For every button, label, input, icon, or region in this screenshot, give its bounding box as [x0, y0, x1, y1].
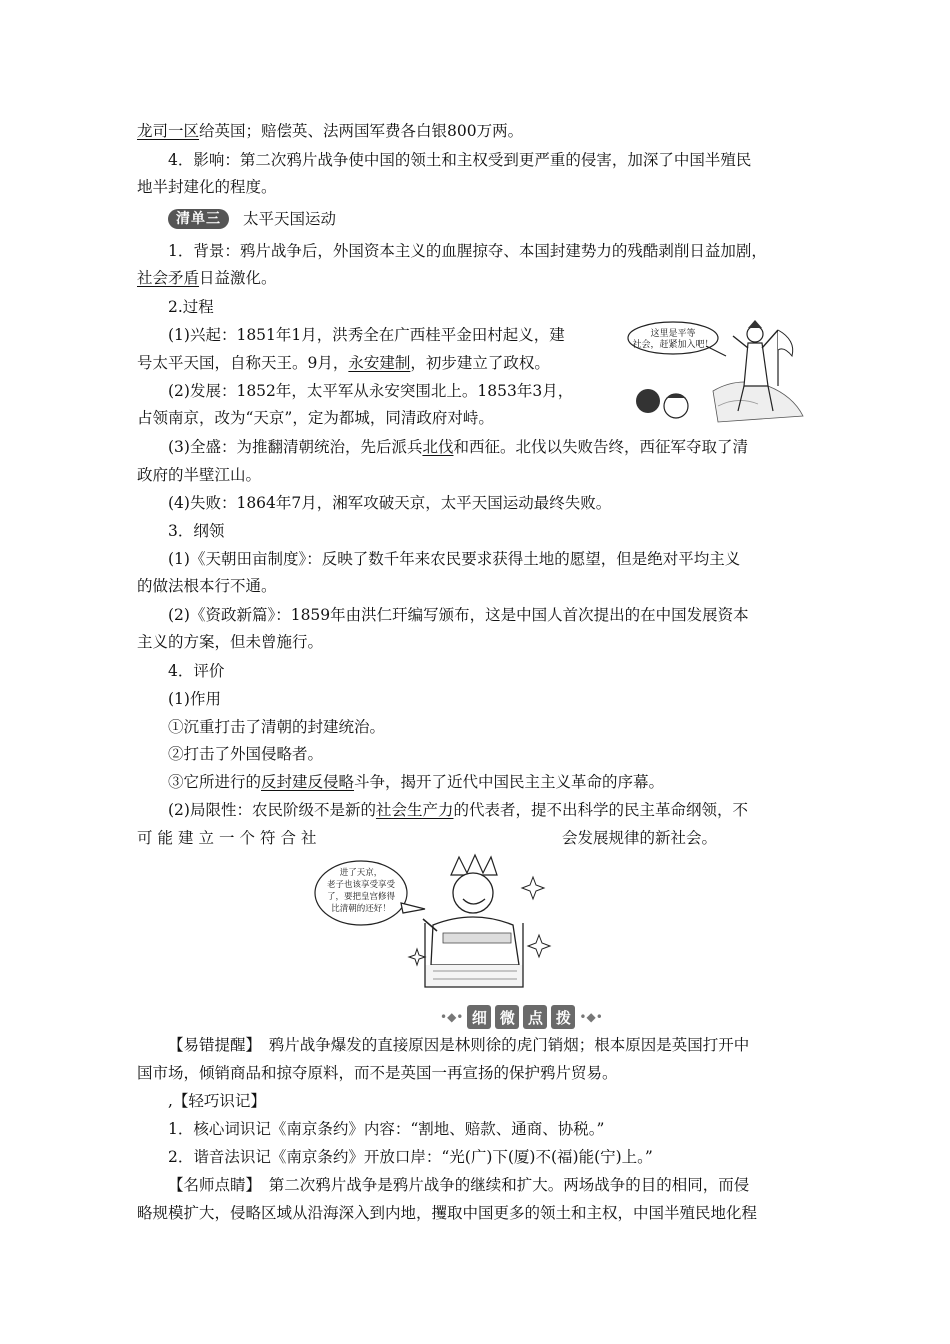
text-line — [168, 772, 664, 792]
text-line: 4．影响：第二次鸦片战争使中国的领土和主权受到更严重的侵害，加深了中国半殖民 — [168, 151, 752, 169]
cartoon-illustration-heavenly-king — [313, 853, 553, 989]
text-line: 地半封建化的程度。 — [137, 178, 277, 196]
underlined-term: 反封建反侵略 — [261, 773, 355, 791]
text-line: 国市场，倾销商品和掠夺原料，而不是英国一再宣扬的保护鸦片贸易。 — [137, 1064, 618, 1082]
cartoon-illustration-hong-xiuquan — [618, 316, 818, 428]
text-span: (2)局限性：农民阶级不是新的 — [168, 801, 376, 819]
title-char: 微 — [495, 1005, 519, 1029]
text-span: 的代表者，提不出科学的民主革命纲领，不 — [453, 801, 748, 819]
text-line — [137, 353, 550, 373]
text-line: ②打击了外国侵略者。 — [168, 745, 324, 763]
text-line: (2)发展：1852年，太平军从永安突围北上。1853年3月， — [168, 382, 574, 400]
text-line — [168, 1035, 749, 1055]
underlined-term: 社会生产力 — [375, 801, 454, 819]
text-span: ，初步建立了政权。 — [410, 354, 550, 372]
tip-label: ,【轻巧识记】 — [168, 1092, 266, 1110]
text-line: 可能建立一个符合社 — [137, 829, 322, 847]
title-char: 拨 — [551, 1005, 575, 1029]
text-line: 政府的半壁江山。 — [137, 466, 262, 484]
bubble-line: 进了天京， — [339, 868, 383, 878]
text-line: 的做法根本行不通。 — [137, 577, 277, 595]
text-line — [168, 1175, 749, 1195]
text-line: 4．评价 — [168, 662, 225, 680]
text-span: 号太平天国，自称天王。9月， — [137, 354, 349, 372]
bubble-line: 社会，赶紧加入吧！ — [632, 340, 714, 350]
text-line: (1)《天朝田亩制度》：反映了数千年来农民要求获得土地的愿望，但是绝对平均主义 — [168, 550, 741, 568]
text-span: ③它所进行的 — [168, 773, 262, 791]
decor-dots-right: •◆• — [579, 1010, 603, 1024]
text-line: 3．纲领 — [168, 522, 225, 540]
text-span: 给英国；赔偿英、法两国军费各白银800万两。 — [199, 122, 524, 140]
text-span: 第二次鸦片战争是鸦片战争的继续和扩大。两场战争的目的相同，而侵 — [253, 1176, 750, 1194]
text-line: 1．背景：鸦片战争后，外国资本主义的血腥掠夺、本国封建势力的残酷剥削日益加剧， — [168, 242, 767, 260]
underlined-term: 永安建制 — [348, 354, 411, 372]
text-line — [137, 121, 523, 141]
section-title-tips — [440, 1003, 603, 1031]
underlined-term: 社会矛盾 — [137, 269, 200, 287]
section-heading — [168, 209, 336, 229]
text-line — [168, 437, 748, 457]
underlined-term: 龙司一区 — [137, 122, 200, 140]
text-line: (1)兴起：1851年1月，洪秀全在广西桂平金田村起义，建 — [168, 326, 565, 344]
text-span: 日益激化。 — [199, 269, 277, 287]
title-char: 点 — [523, 1005, 547, 1029]
bubble-line: 了，要把皇宫修得 — [326, 892, 396, 902]
text-line: (2)《资政新篇》：1859年由洪仁玕编写颁布，这是中国人首次提出的在中国发展资本 — [168, 606, 749, 624]
title-char: 细 — [467, 1005, 491, 1029]
text-line: ①沉重打击了清朝的封建统治。 — [168, 718, 386, 736]
text-line: 2.过程 — [168, 298, 214, 316]
text-span: (3)全盛：为推翻清朝统治，先后派兵 — [168, 438, 423, 456]
text-line: 主义的方案，但未曾施行。 — [137, 633, 324, 651]
bubble-line: 老子也该享受享受 — [326, 880, 396, 890]
text-line — [168, 800, 748, 820]
text-span: 斗争，揭开了近代中国民主主义革命的序幕。 — [354, 773, 665, 791]
text-span: 和西征。北伐以失败告终，西征军夺取了清 — [453, 438, 748, 456]
section-badge: 清单三 — [168, 209, 229, 229]
bubble-line: 这里是平等 — [650, 329, 696, 339]
tip-label: 【名师点睛】 — [168, 1176, 254, 1194]
text-line: 2．谐音法识记《南京条约》开放口岸：“光(广)下(厦)不(福)能(宁)上。” — [168, 1148, 653, 1166]
text-line: 1．核心词识记《南京条约》内容：“割地、赔款、通商、协税。” — [168, 1120, 605, 1138]
section-heading-text: 太平天国运动 — [243, 210, 337, 228]
text-line: (1)作用 — [168, 690, 221, 708]
tip-label: 【易错提醒】 — [168, 1036, 254, 1054]
text-line: 会发展规律的新社会。 — [562, 829, 718, 847]
bubble-line: 比清朝的还好！ — [331, 904, 391, 914]
text-line: 占领南京，改为“天京”，定为都城，同清政府对峙。 — [137, 409, 494, 427]
text-line — [137, 268, 277, 288]
text-line: (4)失败：1864年7月，湘军攻破天京，太平天国运动最终失败。 — [168, 494, 612, 512]
text-line: 略规模扩大，侵略区域从沿海深入到内地，攫取中国更多的领土和主权，中国半殖民地化程 — [137, 1204, 758, 1222]
text-span: 鸦片战争爆发的直接原因是林则徐的虎门销烟；根本原因是英国打开中 — [253, 1036, 750, 1054]
decor-dots-left: •◆• — [440, 1010, 464, 1024]
underlined-term: 北伐 — [422, 438, 454, 456]
